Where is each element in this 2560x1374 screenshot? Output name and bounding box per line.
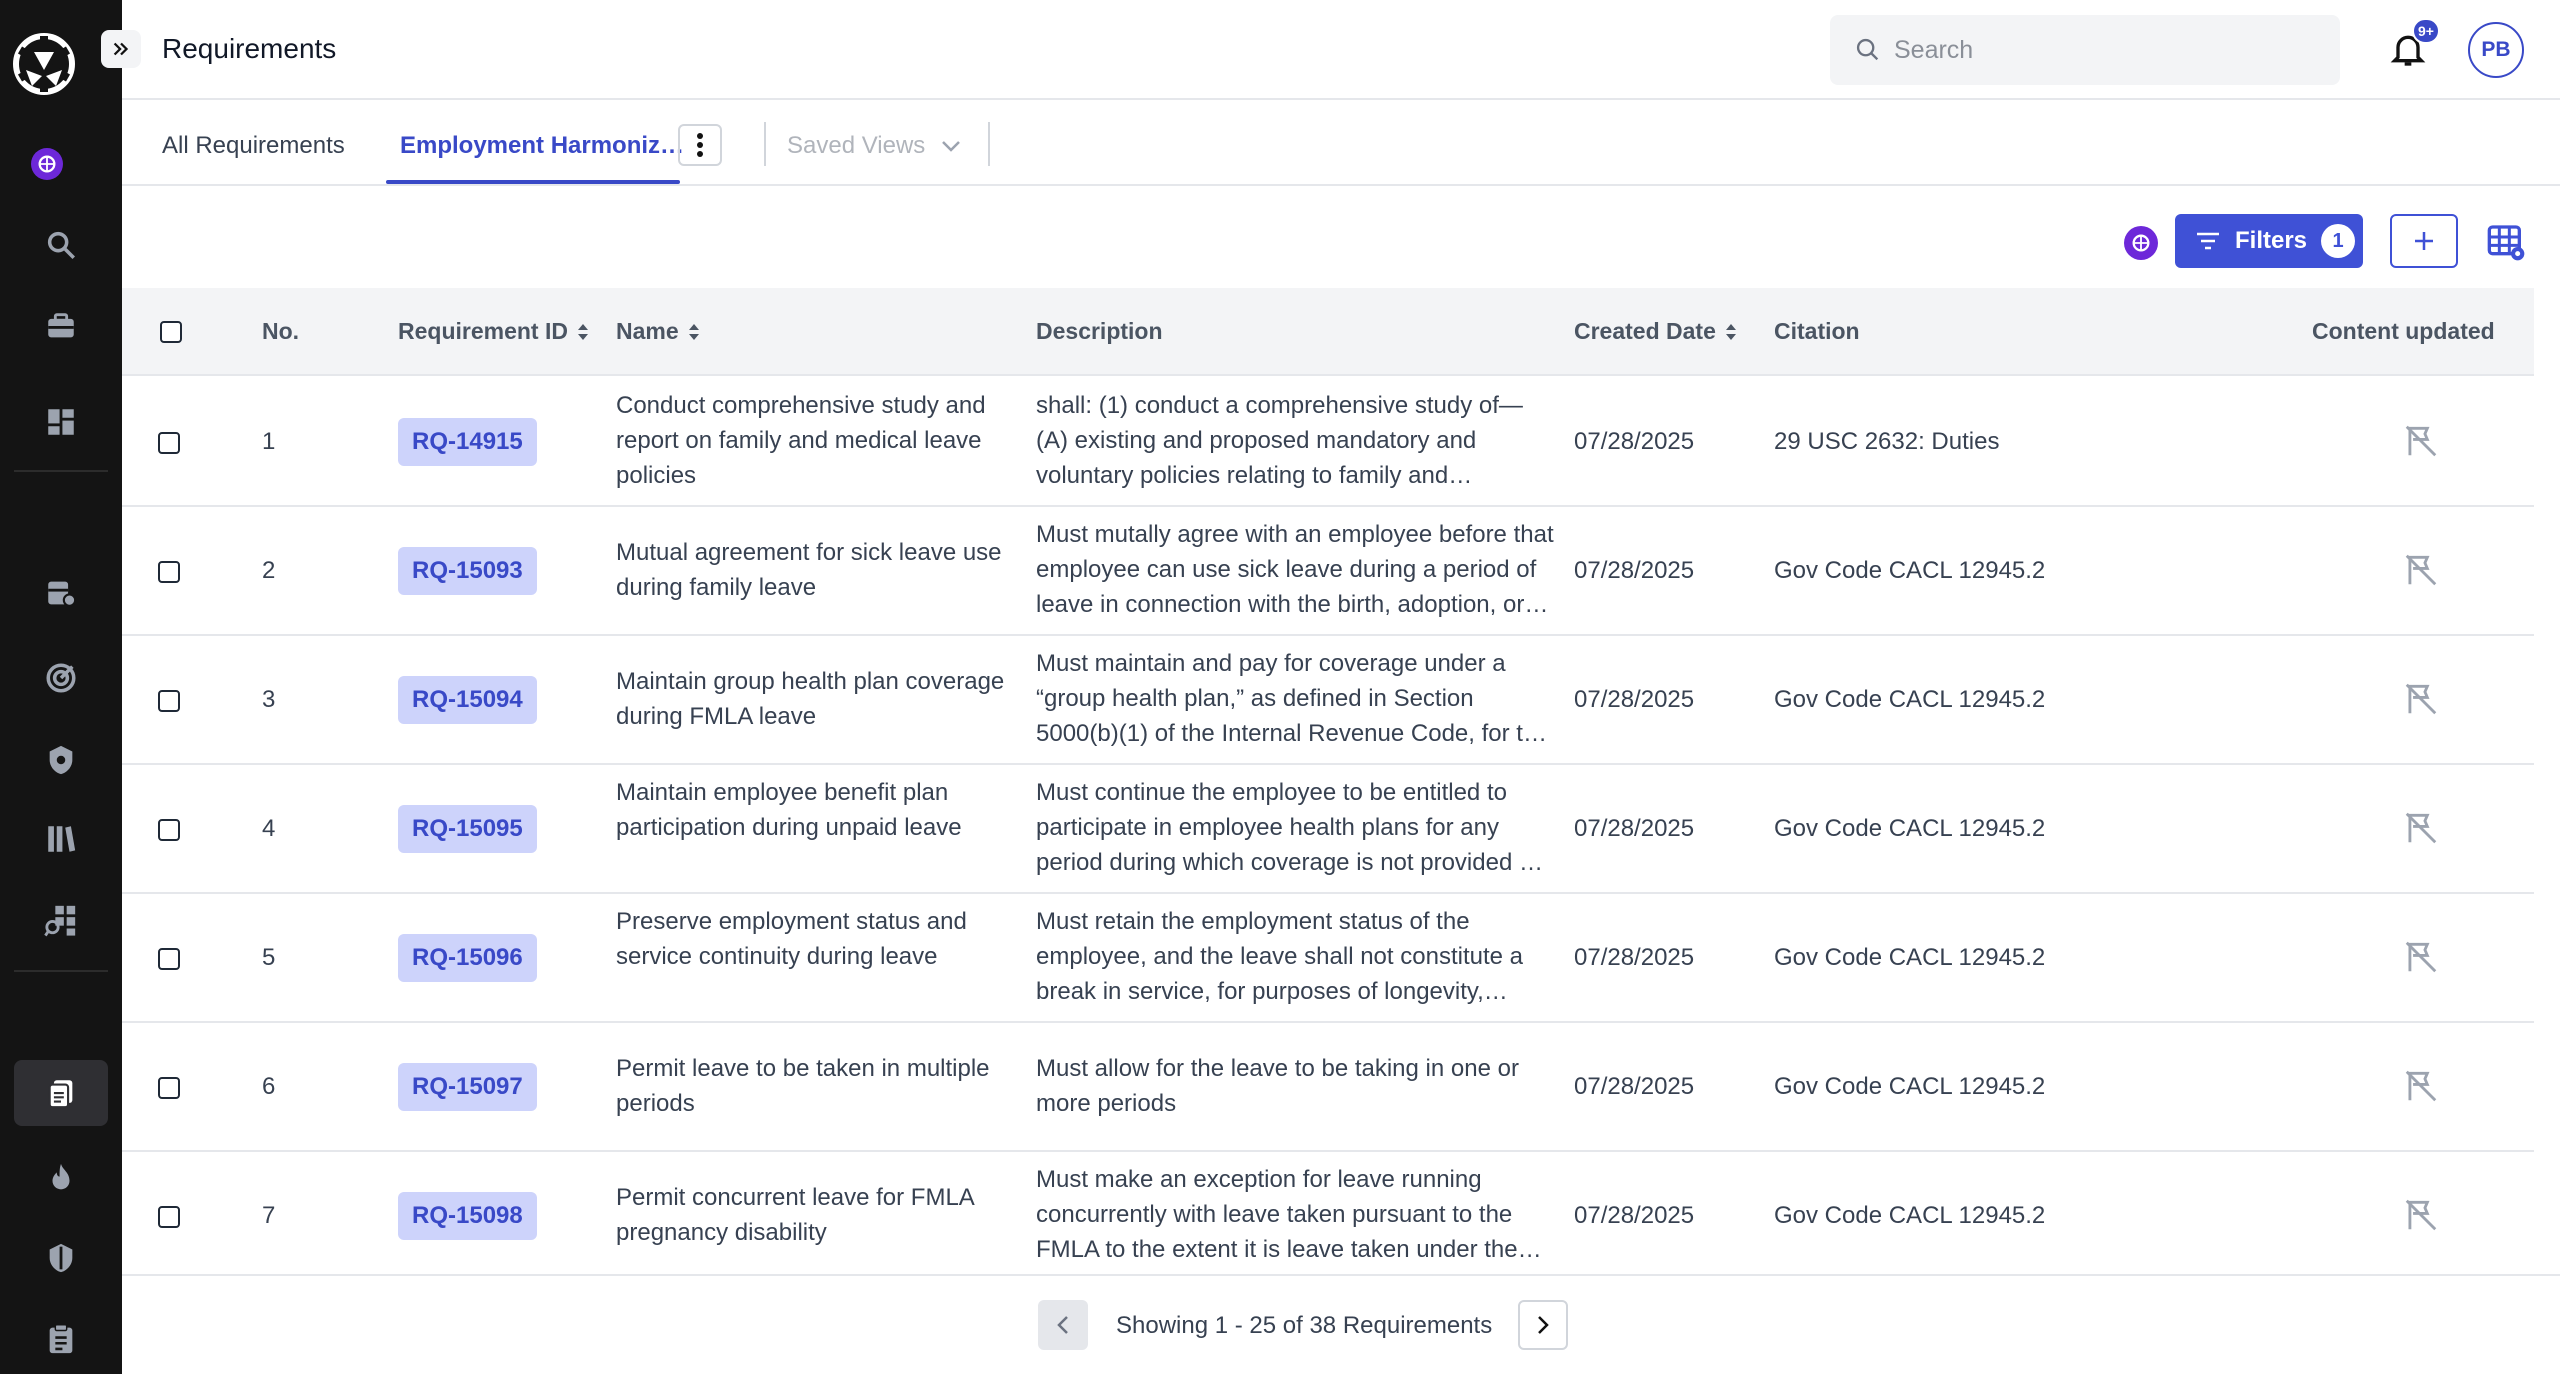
requirement-description: Must continue the employee to be entitled to participate in employee health plans for any period during which coverage is not provided by xyxy=(1036,779,1545,876)
sidebar-divider xyxy=(14,970,108,972)
column-label: Name xyxy=(616,318,679,344)
pagination-bar xyxy=(122,1274,2560,1374)
requirement-id-link[interactable]: RQ-15095 xyxy=(398,805,537,853)
select-all-checkbox[interactable] xyxy=(160,321,182,343)
search-input[interactable] xyxy=(1894,36,2314,65)
ai-assist-button[interactable] xyxy=(2124,226,2158,260)
column-header-description xyxy=(1036,318,1163,345)
requirement-id-link[interactable]: RQ-15097 xyxy=(398,1063,537,1111)
created-date: 07/28/2025 xyxy=(1574,1202,1695,1229)
requirement-name: Permit concurrent leave for FMLA pregnancy disability xyxy=(616,1184,974,1246)
tab-options-button[interactable] xyxy=(678,124,722,166)
double-chevron-right-icon xyxy=(110,38,132,60)
sidebar-item-requirements[interactable] xyxy=(14,1060,108,1126)
pagination-summary: Showing 1 - 25 of 38 Requirements xyxy=(1116,1312,1493,1339)
tab-all-requirements[interactable]: All Requirements xyxy=(162,132,345,159)
chevron-left-icon xyxy=(1055,1314,1071,1336)
library-icon xyxy=(44,822,78,856)
chevron-right-icon xyxy=(1535,1314,1551,1336)
requirement-name: Maintain group health plan coverage during FMLA leave xyxy=(616,668,1005,730)
target-icon xyxy=(44,661,78,695)
notification-badge: 9+ xyxy=(2412,18,2440,44)
next-page-button[interactable] xyxy=(1518,1300,1568,1350)
kebab-menu-icon xyxy=(696,132,704,158)
citation: Gov Code CACL 12945.2 xyxy=(1774,1073,2046,1100)
requirement-name: Maintain employee benefit plan participation during unpaid leave xyxy=(616,779,962,841)
table-row[interactable] xyxy=(122,894,2534,1023)
app-logo-icon[interactable] xyxy=(12,32,76,96)
tab-separator xyxy=(988,122,990,166)
citation: Gov Code CACL 12945.2 xyxy=(1774,557,2046,584)
row-checkbox[interactable] xyxy=(158,690,180,712)
column-header-created-date[interactable] xyxy=(1574,318,1738,345)
active-tab-indicator xyxy=(386,180,680,184)
user-avatar[interactable]: PB xyxy=(2468,22,2524,78)
sidebar-item-search[interactable] xyxy=(14,212,108,278)
sidebar-item-tasks[interactable] xyxy=(14,1306,108,1372)
created-date: 07/28/2025 xyxy=(1574,815,1695,842)
column-label: Requirement ID xyxy=(398,318,568,344)
row-number: 6 xyxy=(262,1073,276,1100)
documents-icon xyxy=(44,1076,78,1110)
column-label: Description xyxy=(1036,318,1163,344)
citation: Gov Code CACL 12945.2 xyxy=(1774,944,2046,971)
search-box[interactable] xyxy=(1830,15,2340,85)
row-number: 1 xyxy=(262,428,276,455)
search-icon xyxy=(44,228,78,262)
row-number: 7 xyxy=(262,1202,276,1229)
briefcase-icon xyxy=(44,309,78,343)
requirement-description: Must mutally agree with an employee before that employee can use sick leave during a period of leave in connection with the birth, adoption, or xyxy=(1036,521,1554,618)
sidebar-item-portfolio[interactable] xyxy=(14,293,108,359)
row-number: 4 xyxy=(262,815,276,842)
row-number: 5 xyxy=(262,944,276,971)
row-number: 2 xyxy=(262,557,276,584)
created-date: 07/28/2025 xyxy=(1574,944,1695,971)
requirement-name: Conduct comprehensive study and report on family and medical leave policies xyxy=(616,392,986,489)
requirement-description: Must retain the employment status of the employee, and the leave shall not constitute a break in service, for purposes of longevity, xyxy=(1036,908,1523,1005)
flag-off-icon[interactable] xyxy=(2402,938,2440,976)
flag-off-icon[interactable] xyxy=(2402,1196,2440,1234)
table-header xyxy=(122,288,2534,376)
ai-sparkle-icon xyxy=(2130,232,2152,254)
sidebar-item-controls[interactable] xyxy=(14,1225,108,1291)
flag-off-icon[interactable] xyxy=(2402,1067,2440,1105)
sort-icon xyxy=(687,322,701,342)
table-row[interactable] xyxy=(122,765,2534,894)
requirement-id-link[interactable]: RQ-15093 xyxy=(398,547,537,595)
flag-off-icon[interactable] xyxy=(2402,422,2440,460)
page-title: Requirements xyxy=(162,33,337,64)
row-checkbox[interactable] xyxy=(158,819,180,841)
requirement-id-link[interactable]: RQ-14915 xyxy=(398,418,537,466)
requirement-description: Must make an exception for leave running concurrently with leave taken pursuant to the FMLA to the extent it is leave taken under the xyxy=(1036,1166,1518,1263)
chevron-down-icon xyxy=(941,139,961,153)
column-header-no xyxy=(262,318,299,345)
shield-icon xyxy=(44,1241,78,1275)
created-date: 07/28/2025 xyxy=(1574,686,1695,713)
dashboard-icon xyxy=(44,405,78,439)
requirement-id-link[interactable]: RQ-15094 xyxy=(398,676,537,724)
filters-button[interactable] xyxy=(2175,214,2363,268)
table-settings-icon[interactable] xyxy=(2486,222,2526,262)
table-row[interactable] xyxy=(122,636,2534,765)
citation: Gov Code CACL 12945.2 xyxy=(1774,1202,2046,1229)
database-lock-icon xyxy=(44,576,78,610)
table-row[interactable] xyxy=(122,1152,2534,1281)
column-header-name[interactable] xyxy=(616,318,701,345)
row-checkbox[interactable] xyxy=(158,432,180,454)
grid-search-icon xyxy=(44,903,78,937)
citation: Gov Code CACL 12945.2 xyxy=(1774,686,2046,713)
row-number: 3 xyxy=(262,686,276,713)
sidebar xyxy=(0,0,122,1374)
plus-icon xyxy=(2411,228,2437,254)
sort-icon xyxy=(1724,322,1738,342)
column-label: Citation xyxy=(1774,318,1860,344)
column-header-citation xyxy=(1774,318,1860,345)
ai-assistant-icon[interactable] xyxy=(31,148,63,180)
requirement-id-link[interactable]: RQ-15098 xyxy=(398,1192,537,1240)
sidebar-item-grid-search[interactable] xyxy=(14,887,108,953)
filters-label: Filters xyxy=(2235,227,2308,254)
created-date: 07/28/2025 xyxy=(1574,557,1695,584)
created-date: 07/28/2025 xyxy=(1574,1073,1695,1100)
expand-sidebar-button[interactable] xyxy=(101,30,141,68)
column-label: No. xyxy=(262,318,300,344)
sidebar-item-targets[interactable] xyxy=(14,645,108,711)
tab-employment-harmonization[interactable]: Employment Harmoniz… xyxy=(400,132,685,159)
requirement-description: shall: (1) conduct a comprehensive study of— (A) existing and proposed mandatory and voluntary policies relating to family and xyxy=(1036,392,1523,489)
flag-off-icon[interactable] xyxy=(2402,809,2440,847)
add-requirement-button[interactable] xyxy=(2390,214,2458,268)
view-tabs xyxy=(122,100,2560,186)
sidebar-item-risks[interactable] xyxy=(14,1145,108,1211)
requirement-description: Must maintain and pay for coverage under a “group health plan,” as defined in Section 5000(b)(1) of the Internal Revenue Code, for the xyxy=(1036,650,1550,747)
column-header-requirement-id[interactable] xyxy=(398,318,590,345)
requirement-name: Mutual agreement for sick leave use during family leave xyxy=(616,539,1002,601)
column-label: Created Date xyxy=(1574,318,1716,344)
row-checkbox[interactable] xyxy=(158,561,180,583)
sidebar-item-library[interactable] xyxy=(14,806,108,872)
row-checkbox[interactable] xyxy=(158,948,180,970)
column-label: Content updated xyxy=(2312,318,2495,344)
clipboard-icon xyxy=(44,1322,78,1356)
saved-views-dropdown[interactable] xyxy=(787,132,961,160)
citation: Gov Code CACL 12945.2 xyxy=(1774,815,2046,842)
table-row[interactable] xyxy=(122,507,2534,636)
table-row[interactable] xyxy=(122,1023,2534,1152)
sidebar-item-security[interactable] xyxy=(14,727,108,793)
requirement-description: Must allow for the leave to be taking in one or more periods xyxy=(1036,1055,1519,1117)
table-row[interactable] xyxy=(122,378,2534,507)
previous-page-button[interactable] xyxy=(1038,1300,1088,1350)
sidebar-item-dashboard[interactable] xyxy=(14,389,108,455)
shield-gear-icon xyxy=(44,743,78,777)
column-header-content-updated xyxy=(2312,318,2495,345)
row-checkbox[interactable] xyxy=(158,1077,180,1099)
search-icon xyxy=(1854,36,1882,64)
saved-views-label: Saved Views xyxy=(787,132,926,159)
flame-icon xyxy=(44,1161,78,1195)
created-date: 07/28/2025 xyxy=(1574,428,1695,455)
tab-separator xyxy=(764,122,766,166)
requirement-name: Permit leave to be taken in multiple periods xyxy=(616,1055,990,1117)
row-checkbox[interactable] xyxy=(158,1206,180,1228)
requirement-name: Preserve employment status and service continuity during leave xyxy=(616,908,967,970)
filter-count-badge: 1 xyxy=(2321,224,2355,258)
flag-off-icon[interactable] xyxy=(2402,680,2440,718)
top-bar xyxy=(122,0,2560,100)
flag-off-icon[interactable] xyxy=(2402,551,2440,589)
sort-icon xyxy=(576,322,590,342)
requirement-id-link[interactable]: RQ-15096 xyxy=(398,934,537,982)
filter-icon xyxy=(2195,230,2221,252)
sidebar-item-database[interactable] xyxy=(14,560,108,626)
citation: 29 USC 2632: Duties xyxy=(1774,428,2000,455)
sidebar-divider xyxy=(14,470,108,472)
